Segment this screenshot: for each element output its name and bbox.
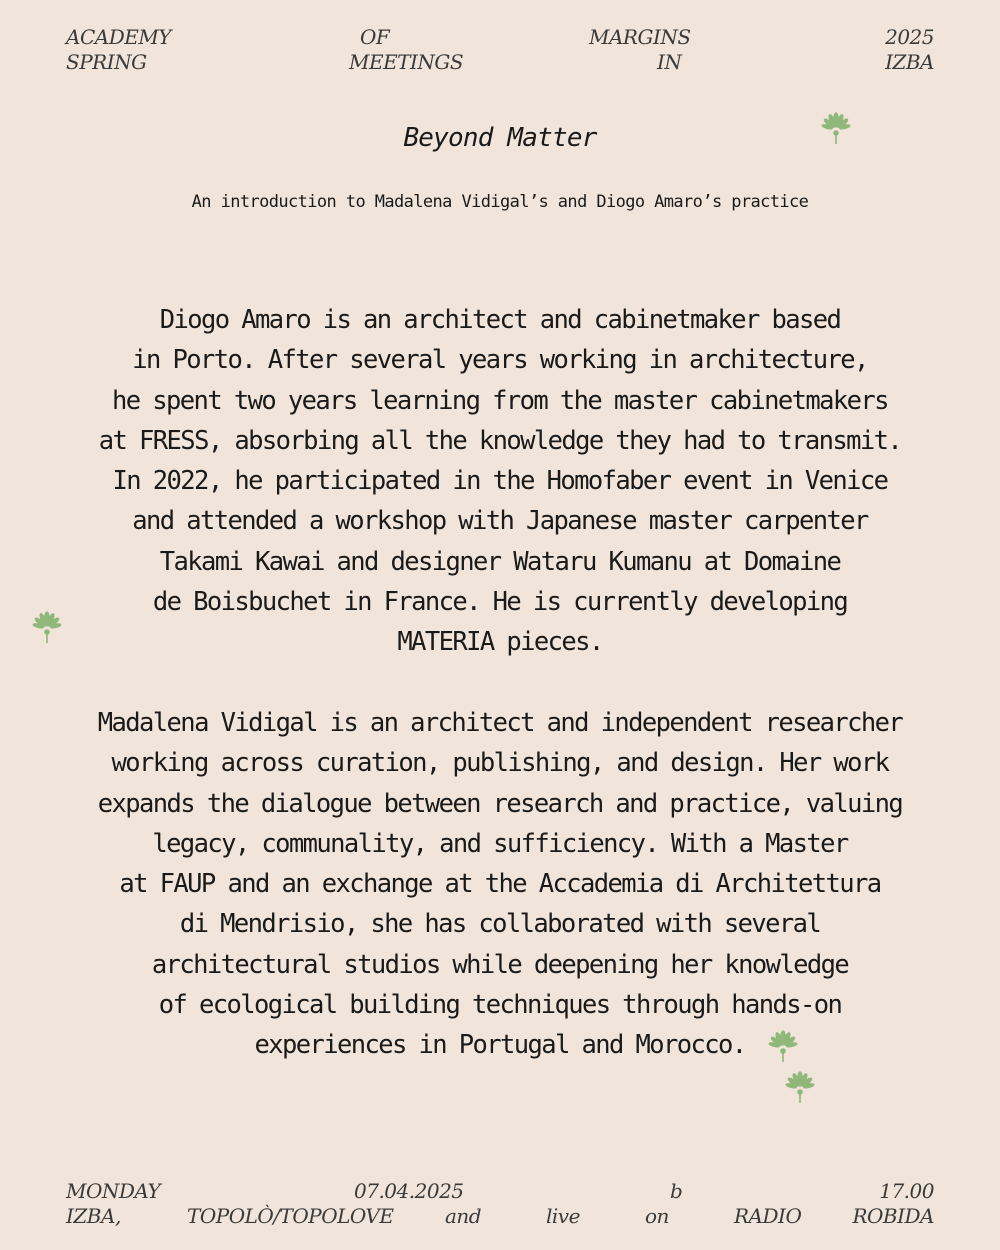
bio-line: working across curation, publishing, and design. Her work — [111, 748, 889, 779]
header-izba: IZBA — [885, 50, 934, 74]
bio-line: legacy, communality, and sufficiency. With a Master — [152, 828, 848, 859]
bio-line: MATERIA pieces. — [397, 627, 603, 658]
sprig-icon — [774, 1070, 826, 1106]
bio-line: de Boisbuchet in France. He is currently developing — [152, 587, 848, 618]
sprig-icon — [21, 610, 73, 646]
bio-line: expands the dialogue between research and practice, valuing — [97, 788, 903, 819]
footer-radio: RADIO — [734, 1204, 802, 1228]
footer-and: and — [445, 1204, 482, 1228]
bio-line: Diogo Amaro is an architect and cabinetmaker based — [159, 305, 841, 335]
page-subtitle: An introduction to Madalena Vidigal’s and Diogo Amaro’s practice — [191, 192, 809, 212]
page-title: Beyond Matter — [403, 123, 597, 153]
bio-line: experiences in Portugal and Morocco. — [254, 1030, 746, 1061]
bio-line: di Mendrisio, she has collaborated with several — [179, 909, 821, 940]
footer-topolo: TOPOLÒ/TOPOLOVE — [187, 1204, 394, 1228]
bio-line: Madalena Vidigal is an architect and independent researcher — [97, 708, 903, 738]
bio-line: he spent two years learning from the master cabinetmakers — [112, 385, 888, 416]
header-margins: MARGINS — [589, 25, 691, 49]
bio-line: architectural studios while deepening her knowledge — [151, 949, 849, 980]
footer-on: on — [645, 1204, 669, 1228]
sprig-icon — [810, 111, 862, 147]
footer-day: MONDAY — [66, 1179, 161, 1203]
footer-b: b — [670, 1179, 683, 1203]
header-year: 2025 — [885, 25, 934, 49]
bio-madalena-vidigal — [50, 703, 950, 1066]
bio-line: In 2022, he participated in the Homofaber event in Venice — [112, 466, 888, 497]
footer-time: 17.00 — [879, 1179, 934, 1203]
bio-line: and attended a workshop with Japanese master carpenter — [132, 506, 868, 537]
header-meetings: MEETINGS — [349, 50, 464, 74]
bio-line: at FAUP and an exchange at the Accademia di Architettura — [119, 869, 881, 900]
footer-izba: IZBA, — [66, 1204, 121, 1228]
bio-line: Takami Kawai and designer Wataru Kumanu at Domaine — [159, 546, 841, 577]
sprig-icon — [757, 1029, 809, 1065]
footer-live: live — [546, 1204, 580, 1228]
footer-robida: ROBIDA — [852, 1204, 934, 1228]
bio-line: of ecological building techniques through hands-on — [158, 990, 842, 1021]
header-academy: ACADEMY — [66, 25, 172, 49]
footer-date: 07.04.2025 — [354, 1179, 464, 1203]
header-spring: SPRING — [66, 50, 147, 74]
bio-diogo-amaro — [50, 300, 950, 663]
bio-line: in Porto. After several years working in architecture, — [132, 345, 868, 376]
bio-line: at FRESS, absorbing all the knowledge they had to transmit. — [98, 425, 902, 456]
header-of: OF — [360, 25, 390, 49]
header-in: IN — [657, 50, 682, 74]
